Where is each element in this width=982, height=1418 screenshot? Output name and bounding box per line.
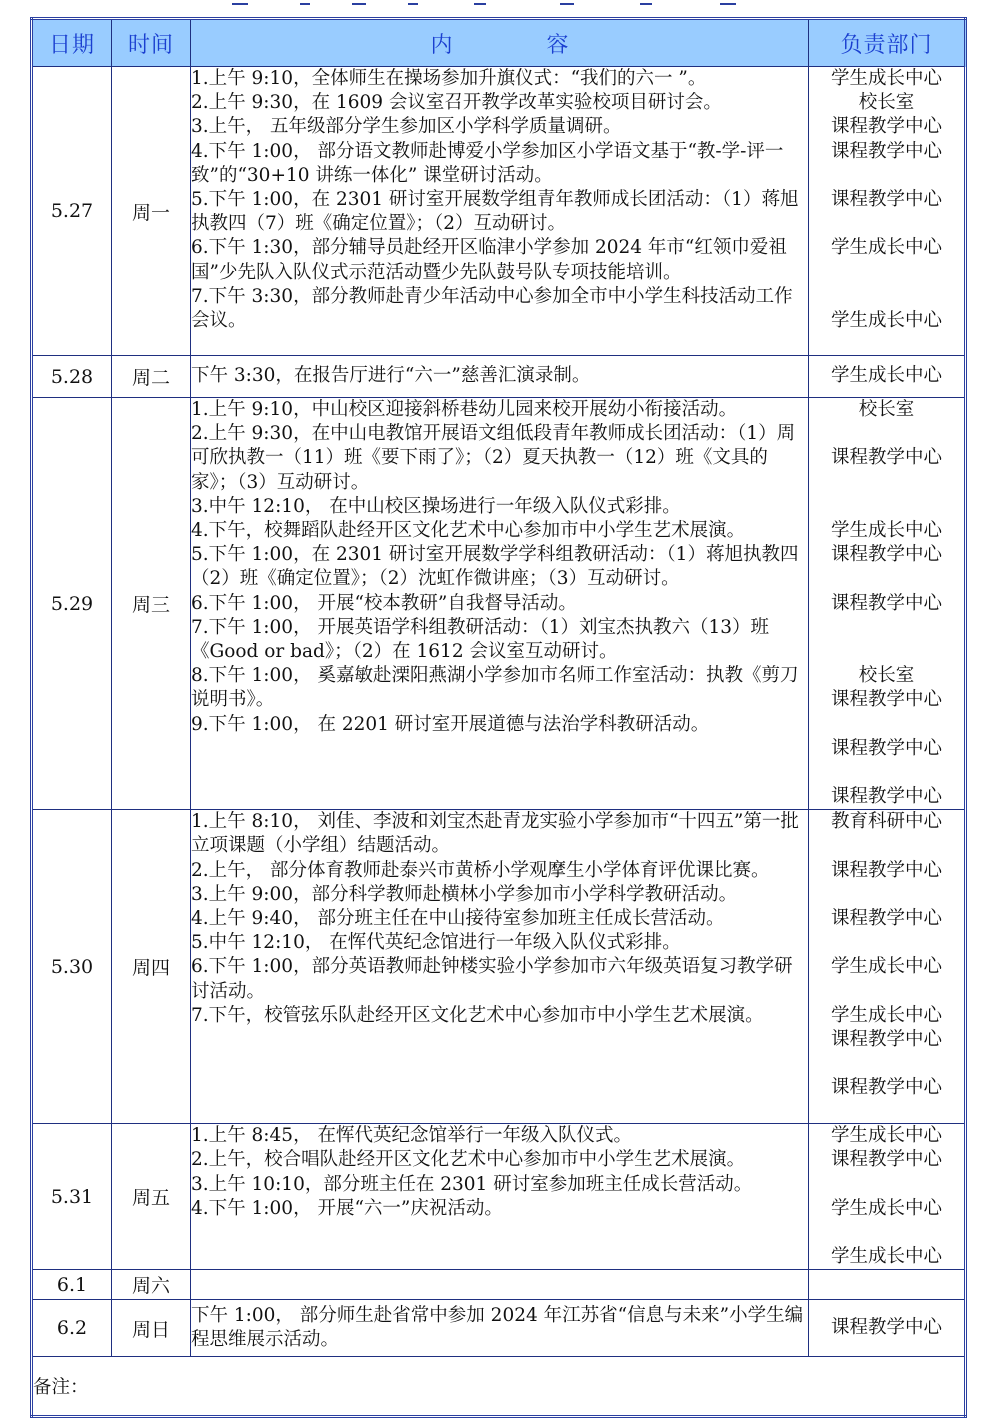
header-content bbox=[191, 19, 809, 67]
weekday-cell: 周六 bbox=[112, 1270, 191, 1300]
weekly-schedule-table bbox=[30, 17, 967, 1418]
note-cell bbox=[32, 1357, 966, 1417]
date-cell: 6.1 bbox=[32, 1270, 112, 1300]
dept-label: 课程教学中心 bbox=[830, 689, 942, 711]
dept-label bbox=[809, 471, 964, 495]
list-item: 4.下午，校舞蹈队赴经开区文化艺术中心参加市中小学生艺术展演。 bbox=[191, 520, 746, 542]
list-item: 3.上午 9:00，部分科学教师赴横林小学参加市小学科学教研活动。 bbox=[191, 883, 738, 905]
list-item: 1.上午 8:45， 在恽代英纪念馆举行一年级入队仪式。 bbox=[191, 1125, 632, 1147]
date-cell: 6.2 bbox=[32, 1300, 112, 1357]
dept-label: 课程教学中心 bbox=[830, 737, 942, 759]
dept-label bbox=[809, 712, 964, 736]
day-row-0528 bbox=[32, 356, 966, 398]
dept-label: 学生成长中心 bbox=[830, 1125, 942, 1147]
dept-cell bbox=[809, 810, 966, 1124]
dept-label bbox=[809, 883, 964, 907]
day-row-0601 bbox=[32, 1270, 966, 1300]
dept-label: 学生成长中心 bbox=[830, 1246, 942, 1268]
date-cell: 5.30 bbox=[32, 810, 112, 1124]
note-label: 备注： bbox=[33, 1377, 89, 1399]
dept-label: 学生成长中心 bbox=[830, 956, 942, 978]
dept-label bbox=[809, 422, 964, 446]
dept-label: 课程教学中心 bbox=[830, 859, 942, 881]
list-item: 下午 1:00， 部分师生赴省常中参加 2024 年江苏省“信息与未来”小学生编程思维展示活动。 bbox=[191, 1305, 804, 1351]
list-item: 2.上午， 部分体育教师赴泰兴市黄桥小学观摩生小学体育评优课比赛。 bbox=[191, 859, 770, 881]
content-cell bbox=[191, 356, 809, 398]
list-item: 3.上午， 五年级部分学生参加区小学科学质量调研。 bbox=[191, 116, 622, 138]
list-item: 9.下午 1:00， 在 2201 研讨室开展道德与法治学科教研活动。 bbox=[191, 713, 710, 735]
list-item: 6.下午 1:30，部分辅导员赴经开区临津小学参加 2024 年市“红领巾爱祖国”少先队入队仪式示范活动暨少先队鼓号队专项技能培训。 bbox=[191, 237, 787, 283]
header-content-right: 容 bbox=[546, 32, 569, 58]
list-item: 5.中午 12:10， 在恽代英纪念馆进行一年级入队仪式彩排。 bbox=[191, 932, 681, 954]
dept-label: 课程教学中心 bbox=[830, 188, 942, 210]
header-content-left: 内 bbox=[430, 32, 453, 58]
dept-label bbox=[809, 164, 964, 188]
dept-label: 课程教学中心 bbox=[830, 116, 942, 138]
list-item: 7.下午，校管弦乐队赴经开区文化艺术中心参加市中小学生艺术展演。 bbox=[191, 1004, 764, 1026]
weekday-cell: 周三 bbox=[112, 398, 191, 810]
dept-label bbox=[809, 495, 964, 519]
header-date: 日期 bbox=[32, 19, 112, 67]
list-item: 3.上午 10:10，部分班主任在 2301 研讨室参加班主任成长营活动。 bbox=[191, 1173, 753, 1195]
weekday-cell: 周二 bbox=[112, 356, 191, 398]
weekday-cell: 周五 bbox=[112, 1124, 191, 1270]
content-cell bbox=[191, 1270, 809, 1300]
dept-label: 学生成长中心 bbox=[830, 365, 942, 387]
dept-label bbox=[809, 931, 964, 955]
dept-label: 学生成长中心 bbox=[830, 309, 942, 331]
dept-label: 课程教学中心 bbox=[830, 544, 942, 566]
weekday-cell: 周日 bbox=[112, 1300, 191, 1357]
content-cell bbox=[191, 67, 809, 356]
note-row bbox=[32, 1357, 966, 1417]
weekday-cell: 周四 bbox=[112, 810, 191, 1124]
dept-label: 学生成长中心 bbox=[830, 1004, 942, 1026]
day-row-0529 bbox=[32, 398, 966, 810]
dept-label: 课程教学中心 bbox=[830, 786, 942, 807]
dept-label: 教育科研中心 bbox=[830, 811, 942, 833]
dept-label: 课程教学中心 bbox=[830, 592, 942, 614]
list-item: 7.下午 3:30，部分教师赴青少年活动中心参加全市中小学生科技活动工作会议。 bbox=[191, 285, 793, 332]
dept-cell bbox=[809, 1124, 966, 1270]
list-item: 2.上午，校合唱队赴经开区文化艺术中心参加市中小学生艺术展演。 bbox=[191, 1149, 746, 1171]
dept-cell bbox=[809, 356, 966, 398]
content-cell bbox=[191, 1300, 809, 1357]
list-item: 7.下午 1:00， 开展英语学科组教研活动：（1）刘宝杰执教六（13）班《Good or bad》；（2）在 1612 会议室互动研讨。 bbox=[191, 616, 770, 663]
dept-label: 课程教学中心 bbox=[830, 1317, 942, 1339]
dept-label: 学生成长中心 bbox=[830, 1197, 942, 1219]
dept-label: 学生成长中心 bbox=[830, 519, 942, 541]
dept-label: 校长室 bbox=[858, 92, 915, 114]
dept-cell bbox=[809, 1300, 966, 1357]
dept-label bbox=[809, 1221, 964, 1245]
dept-label bbox=[809, 261, 964, 285]
date-cell: 5.29 bbox=[32, 398, 112, 810]
header-row bbox=[32, 19, 966, 67]
day-row-0602 bbox=[32, 1300, 966, 1357]
date-cell: 5.27 bbox=[32, 67, 112, 356]
cropped-title-fragment bbox=[0, 0, 982, 14]
content-cell bbox=[191, 810, 809, 1124]
list-item: 2.上午 9:30，在 1609 会议室召开教学改革实验校项目研讨会。 bbox=[191, 92, 722, 114]
dept-label bbox=[809, 567, 964, 591]
dept-label: 课程教学中心 bbox=[830, 1149, 942, 1171]
dept-label: 课程教学中心 bbox=[830, 907, 942, 929]
date-cell: 5.28 bbox=[32, 356, 112, 398]
list-item: 8.下午 1:00， 奚嘉敏赴溧阳燕湖小学参加市名师工作室活动：执教《剪刀说明书》。 bbox=[191, 665, 799, 711]
dept-label: 课程教学中心 bbox=[830, 447, 942, 469]
list-item: 4.下午 1:00， 部分语文教师赴博爱小学参加区小学语文基于“教-学-评一致”的“30+10 讲练一体化” 课堂研讨活动。 bbox=[191, 140, 784, 186]
list-item: 6.下午 1:00，部分英语教师赴钟楼实验小学参加市六年级英语复习教学研讨活动。 bbox=[191, 956, 793, 1002]
dept-cell bbox=[809, 67, 966, 356]
weekday-cell: 周一 bbox=[112, 67, 191, 356]
dept-label bbox=[809, 1173, 964, 1197]
dept-label: 学生成长中心 bbox=[830, 237, 942, 259]
date-cell: 5.31 bbox=[32, 1124, 112, 1270]
dept-cell bbox=[809, 398, 966, 810]
header-time: 时间 bbox=[112, 19, 191, 67]
list-item: 1.上午 9:10，全体师生在操场参加升旗仪式：“我们的六一 ”。 bbox=[191, 68, 707, 89]
list-item: 3.中午 12:10， 在中山校区操场进行一年级入队仪式彩排。 bbox=[191, 495, 681, 517]
list-item: 4.上午 9:40， 部分班主任在中山接待室参加班主任成长营活动。 bbox=[191, 908, 725, 929]
dept-label: 课程教学中心 bbox=[830, 1028, 942, 1050]
dept-label bbox=[809, 761, 964, 785]
day-row-0530 bbox=[32, 810, 966, 1124]
list-item: 1.上午 9:10，中山校区迎接斜桥巷幼儿园来校开展幼小衔接活动。 bbox=[191, 399, 738, 420]
dept-label: 课程教学中心 bbox=[830, 140, 942, 162]
dept-label bbox=[809, 212, 964, 236]
list-item: 2.上午 9:30，在中山电教馆开展语文组低段青年教师成长团活动：（1）周可欣执教一（11）班《要下雨了》；（2）夏天执教一（12）班《文具的家》；（3）互动研讨。 bbox=[191, 423, 796, 493]
list-item: 5.下午 1:00，在 2301 研讨室开展数学学科组教研活动：（1）蒋旭执教四（2）班《确定位置》；（2）沈虹作微讲座；（3）互动研讨。 bbox=[191, 544, 799, 590]
dept-label bbox=[809, 285, 964, 309]
dept-label: 校长室 bbox=[858, 399, 915, 420]
day-row-0531 bbox=[32, 1124, 966, 1270]
dept-label bbox=[809, 834, 964, 858]
list-item: 5.下午 1:00，在 2301 研讨室开展数学组青年教师成长团活动：（1）蒋旭执教四（7）班《确定位置》；（2）互动研讨。 bbox=[191, 189, 799, 235]
dept-label: 学生成长中心 bbox=[830, 68, 942, 89]
list-item: 下午 3:30，在报告厅进行“六一”慈善汇演录制。 bbox=[191, 365, 591, 387]
list-item: 1.上午 8:10， 刘佳、李波和刘宝杰赴青龙实验小学参加市“十四五”第一批立项课题（小学组）结题活动。 bbox=[191, 811, 799, 857]
dept-label bbox=[809, 1052, 964, 1076]
dept-label bbox=[809, 980, 964, 1004]
content-cell bbox=[191, 1124, 809, 1270]
dept-label bbox=[809, 640, 964, 664]
list-item: 4.下午 1:00， 开展“六一”庆祝活动。 bbox=[191, 1197, 503, 1219]
header-dept: 负责部门 bbox=[809, 19, 966, 67]
dept-label bbox=[809, 616, 964, 640]
list-item: 6.下午 1:00， 开展“校本教研”自我督导活动。 bbox=[191, 592, 577, 614]
day-row-0527 bbox=[32, 67, 966, 356]
content-cell bbox=[191, 398, 809, 810]
dept-label: 课程教学中心 bbox=[830, 1077, 942, 1099]
dept-label: 校长室 bbox=[858, 665, 915, 687]
dept-cell bbox=[809, 1270, 966, 1300]
